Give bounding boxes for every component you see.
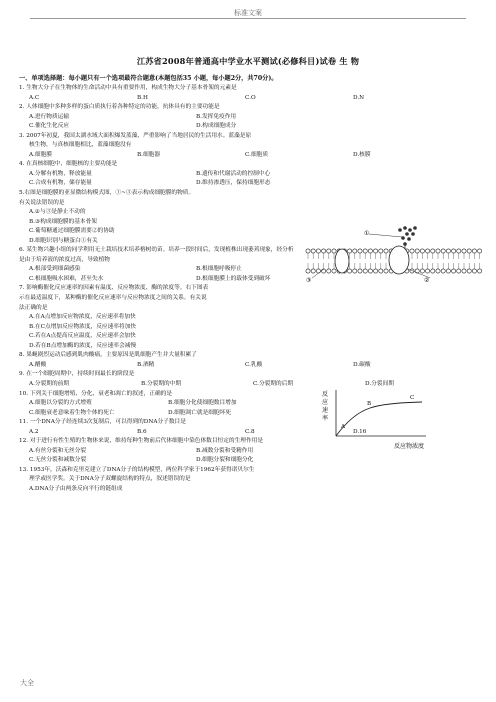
lipid-head — [426, 269, 430, 273]
label-2: ② — [424, 277, 430, 283]
option-a: A.分解有机物，释放能量 — [29, 170, 92, 177]
option-d: D.N — [353, 94, 365, 101]
question-5-option-d: D.细胞识别与糖蛋白①有关 — [29, 237, 98, 244]
lipid-head — [426, 249, 430, 253]
question-3-stem-cont: 核生物，与真核细胞相比，蓝藻细胞没有 — [29, 142, 132, 149]
lipid-head — [441, 269, 445, 273]
point-b-label: B — [367, 401, 372, 407]
option-b: B.分裂期的中期 — [141, 380, 182, 387]
question-7-stem-cont: 示在最适温度下，某种酶的催化反应速率与反应物浓度之间的关系。有关说 — [19, 295, 207, 302]
option-b: B.细胞分化使细胞数目增加 — [168, 400, 237, 407]
question-2-stem: 2. 人体细胞中多种多样的蛋白质执行着各种特定的功能，抗体具有的主要功能是 — [19, 104, 220, 111]
question-13-stem: 13. 1953年，沃森和克里克建立了DNA分子的结构模型，两位科学家于1962年获得诺贝尔生 — [19, 466, 255, 473]
question-12-options-2 — [19, 456, 481, 466]
question-3-options — [19, 151, 481, 161]
question-4-options-1 — [19, 170, 481, 180]
question-7-option-d: D.若在B点增加酶的浓度，反应速率会减慢 — [29, 342, 137, 349]
option-c: C.根细胞吸水困难，甚至失水 — [29, 275, 104, 282]
lipid-head — [472, 249, 476, 253]
option-b: B.H — [137, 94, 148, 101]
lipid-head — [316, 249, 320, 253]
option-d: D.分裂间期 — [365, 380, 394, 387]
option-c: C.O — [245, 94, 256, 101]
lipid-head — [374, 269, 378, 273]
page-header: 标准文案 — [234, 9, 262, 17]
lipid-head — [316, 269, 320, 273]
question-9-stem: 9. 在一个细胞周期中，持续时间最长的阶段是 — [19, 371, 135, 378]
question-2-options-2 — [19, 122, 481, 132]
lipid-head — [467, 249, 471, 253]
lipid-head — [358, 249, 362, 253]
question-7-stem: 7. 影响酶催化反应速率的因素有温度、反应物浓度、酶的浓度等。右下图表 — [19, 285, 209, 292]
lipid-head — [431, 269, 435, 273]
option-a: A.进行物质运输 — [29, 113, 70, 120]
exam-title: 江苏省2008年普通高中学业水平测试(必修科目)试卷 生 物 — [136, 56, 360, 66]
option-a: A.C — [29, 94, 40, 101]
lipid-head — [478, 269, 482, 273]
lipid-head — [441, 249, 445, 253]
lipid-head — [410, 249, 414, 253]
label-1: ① — [364, 230, 370, 237]
option-d: D.16 — [353, 428, 367, 435]
question-5-stem: 5.右图是细胞膜的亚显微结构模式图，①~③表示构成细胞膜的物质。 — [19, 190, 195, 197]
option-d: D.细胞凋亡就是细胞坏死 — [168, 409, 232, 416]
option-c: C.催化生化反应 — [29, 123, 70, 130]
option-c: C.无丝分裂和减数分裂 — [29, 457, 87, 464]
lipid-head — [452, 269, 456, 273]
lipid-head — [384, 249, 388, 253]
lipid-head — [368, 269, 372, 273]
option-a: A.细胞膜 — [29, 151, 52, 158]
point-c-label: C — [410, 395, 415, 401]
question-6-stem: 6. 某生物兴趣小组的同学利用无土栽培技术培养榕树幼苗。培养一段时间后，发现植株出现萎蔫现象，经分析 — [19, 247, 294, 254]
protein-2 — [335, 249, 349, 273]
option-b: B.6 — [137, 428, 147, 435]
question-8-options — [19, 361, 481, 371]
question-5-stem-cont: 有关说法错误的是 — [19, 199, 65, 206]
lipid-head — [478, 249, 482, 253]
y-label-char-2: 应 — [322, 399, 329, 406]
lipid-head — [358, 269, 362, 273]
question-2-options-1 — [19, 113, 481, 123]
question-8-stem: 8. 果蝇剧烈运动后感到肌肉酸痛，主要原因是肌细胞产生并大量积累了 — [19, 352, 197, 359]
lipid-head — [452, 249, 456, 253]
lipid-head — [348, 269, 352, 273]
option-a: A.根部受到细菌感染 — [29, 266, 81, 273]
label-3: ③ — [306, 277, 312, 283]
lipid-head — [332, 269, 336, 273]
question-6-stem-cont: 是由于培养液的浓度过高，导致植物 — [19, 256, 110, 263]
lipid-head — [306, 249, 310, 253]
lipid-head — [457, 269, 461, 273]
x-axis-label: 反应物浓度 — [394, 443, 425, 450]
lipid-head — [363, 249, 367, 253]
question-13-option-a: A.DNA分子由两条反向平行的链组成 — [29, 485, 123, 492]
lipid-head — [306, 269, 310, 273]
question-3-stem: 3. 2007年初夏，我国太湖水域大面积爆发蓝藻，严重影响了当地居民的生活用水。蓝藻是原 — [19, 132, 252, 139]
protein-1 — [389, 246, 409, 274]
option-c: C.乳酸 — [245, 361, 263, 368]
lipid-head — [420, 269, 424, 273]
cell-membrane-figure — [304, 225, 484, 283]
lipid-head — [467, 269, 471, 273]
reaction-rate-figure — [322, 388, 472, 450]
y-axis-label — [322, 390, 330, 422]
question-7-stem-cont2: 法正确的是 — [19, 304, 48, 311]
option-b: B.减数分裂和受精作用 — [196, 447, 254, 454]
point-a-label: A — [341, 424, 345, 430]
option-b: B.发挥免疫作用 — [196, 113, 237, 120]
header-divider — [30, 18, 466, 19]
lipid-head — [462, 269, 466, 273]
lipid-head — [327, 269, 331, 273]
lipid-head — [353, 269, 357, 273]
question-5-option-c: C.葡萄糖通过细胞膜需要②的协助 — [29, 228, 115, 235]
lipid-head — [415, 269, 419, 273]
option-a: A.细胞以分裂的方式增殖 — [29, 400, 92, 407]
lipid-head — [311, 249, 315, 253]
option-c: C.分裂期的后期 — [253, 380, 294, 387]
lipid-head — [446, 249, 450, 253]
option-b: B.细胞器 — [137, 151, 161, 158]
option-d: D.细胞分裂和细胞分化 — [196, 457, 254, 464]
question-5-option-b: B.③构成细胞膜的基本骨架 — [29, 218, 97, 225]
question-7-option-b: B.在C点增加反应物浓度，反应速率将加快 — [29, 323, 137, 330]
option-d: D.核膜 — [353, 151, 371, 158]
lipid-head — [348, 249, 352, 253]
option-c: C.合成有机物，储存能量 — [29, 180, 92, 187]
lipid-head — [379, 269, 383, 273]
page-footer: 大全 — [20, 679, 34, 687]
question-10-stem: 10. 下列关于细胞增殖、分化、衰老和凋亡的叙述，正确的是 — [19, 390, 173, 397]
option-d: D.根细胞膜上的载体受到破坏 — [196, 275, 271, 282]
lipid-head — [322, 249, 326, 253]
lipid-head — [431, 249, 435, 253]
lipid-head — [436, 249, 440, 253]
lipid-head — [420, 249, 424, 253]
lipid-head — [311, 269, 315, 273]
option-d: D.碳酸 — [353, 361, 371, 368]
question-4-options-2 — [19, 179, 481, 189]
lipid-head — [327, 249, 331, 253]
question-1-stem: 1. 生物大分子在生物体的生命活动中具有重要作用，构成生物大分子基本骨架的元素是 — [19, 85, 237, 91]
lipid-head — [462, 249, 466, 253]
question-12-stem: 12. 对于进行有性生殖的生物体来说，维持每种生物前后代体细胞中染色体数目恒定的生理作用是 — [19, 438, 264, 445]
rate-curve — [336, 402, 422, 436]
lipid-head — [384, 269, 388, 273]
lipid-head — [332, 249, 336, 253]
lipid-head — [415, 249, 419, 253]
option-a: A.2 — [29, 428, 39, 435]
question-5-option-a: A.②与③是静止不动的 — [29, 209, 86, 216]
glycoprotein-chain — [398, 226, 417, 246]
y-label-char-4: 率 — [322, 415, 329, 422]
question-13-stem-cont: 理学或医学奖。关于DNA分子双螺旋结构的特点，叙述错误的是 — [29, 476, 191, 483]
lipid-head — [457, 249, 461, 253]
section-heading: 一、单项选择题：每小题只有一个选项最符合题意(本题包括35 小题，每小题2分，共70分)。 — [19, 75, 278, 82]
lipid-head — [363, 269, 367, 273]
y-label-char-1: 反 — [322, 391, 329, 398]
lipid-head — [379, 249, 383, 253]
lipid-head — [472, 269, 476, 273]
option-b: B.遗传和代谢活动的控制中心 — [196, 170, 271, 177]
question-4-stem: 4. 在真核细胞中，细胞核的主要功能是 — [19, 161, 118, 168]
option-d: D.构成细胞成分 — [196, 123, 237, 130]
lipid-head — [353, 249, 357, 253]
option-c: C.8 — [245, 428, 255, 435]
lipid-head — [436, 269, 440, 273]
question-11-stem: 11. 一个DNA分子经连续3次复制后，可以得到的DNA分子数目是 — [19, 419, 186, 426]
option-a: A.醋酸 — [29, 361, 47, 368]
question-7-option-c: C.若在A点提高反应温度，反应速率会加快 — [29, 333, 136, 340]
option-a: A.有丝分裂和无丝分裂 — [29, 447, 87, 454]
option-c: C.细胞衰老意味着生物个体的死亡 — [29, 409, 115, 416]
option-b: B.酒精 — [137, 361, 155, 368]
question-7-option-a: A.在A点增加反应物浓度，反应速率将加快 — [29, 314, 136, 321]
option-d: D.维持渗透压，保持细胞形态 — [196, 180, 271, 187]
question-1-options — [19, 94, 481, 104]
option-c: C.细胞质 — [245, 151, 269, 158]
y-label-char-3: 速 — [322, 407, 329, 414]
option-b: B.根细胞呼吸停止 — [196, 266, 242, 273]
lipid-head — [368, 249, 372, 253]
option-a: A.分裂期的前期 — [29, 380, 70, 387]
lipid-head — [446, 269, 450, 273]
lipid-head — [374, 249, 378, 253]
